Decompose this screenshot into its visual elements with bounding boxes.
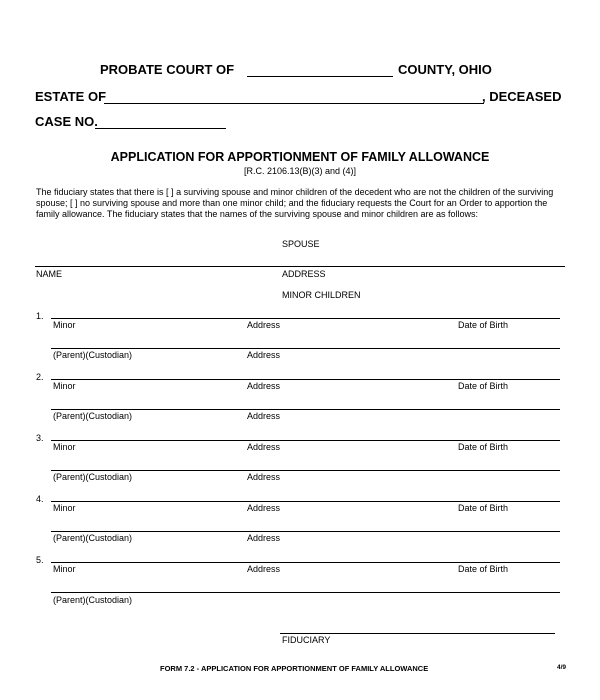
parent-address-label: Address	[247, 350, 281, 360]
estate-suffix: , DECEASED	[482, 89, 562, 104]
fiduciary-signature-line[interactable]	[280, 633, 555, 634]
county-field[interactable]	[247, 76, 393, 77]
minor-label: Minor	[53, 320, 76, 330]
address-label: Address	[247, 564, 281, 574]
form-title: APPLICATION FOR APPORTIONMENT OF FAMILY ALLOWANCE	[110, 150, 490, 164]
spouse-line[interactable]	[35, 266, 565, 267]
parent-label: (Parent)(Custodian)	[53, 411, 133, 421]
parent-label: (Parent)(Custodian)	[53, 472, 133, 482]
parent-line[interactable]	[51, 348, 560, 349]
parent-line[interactable]	[51, 592, 560, 593]
entry-number: 5.	[36, 555, 44, 565]
page-number: 4/9	[557, 664, 567, 671]
parent-address-label: Address	[247, 411, 281, 421]
entry-number: 4.	[36, 494, 44, 504]
date-of-birth-label: Date of Birth	[458, 381, 509, 391]
minor-label: Minor	[53, 564, 76, 574]
parent-label: (Parent)(Custodian)	[53, 350, 133, 360]
minor-label: Minor	[53, 381, 76, 391]
case-label: CASE NO.	[35, 114, 98, 129]
minor-children-heading: MINOR CHILDREN	[282, 290, 361, 300]
parent-label: (Parent)(Custodian)	[53, 595, 133, 605]
fiduciary-statement: The fiduciary states that there is [ ] a surviving spouse and minor children of the decedent who are not the children of the surviving spouse; [ ] no surviving spouse and more than one minor child; and the fiduciary requests the Court for an Order to apportion the family allowance. The fiduciary states that the names of the surviving spouse and minor children are as follows:	[36, 187, 554, 219]
court-prefix: PROBATE COURT OF	[100, 62, 235, 77]
address-label: Address	[247, 320, 281, 330]
estate-prefix: ESTATE OF	[35, 89, 107, 104]
fiduciary-label: FIDUCIARY	[282, 635, 331, 645]
address-label: Address	[247, 503, 281, 513]
parent-address-label: Address	[247, 472, 281, 482]
minor-line[interactable]	[51, 379, 560, 380]
parent-label: (Parent)(Custodian)	[53, 533, 133, 543]
entry-number: 3.	[36, 433, 44, 443]
spouse-heading: SPOUSE	[282, 239, 320, 249]
date-of-birth-label: Date of Birth	[458, 320, 509, 330]
spouse-name-label: NAME	[36, 269, 63, 279]
estate-field[interactable]	[104, 103, 484, 104]
date-of-birth-label: Date of Birth	[458, 564, 509, 574]
footer-form-title: FORM 7.2 - APPLICATION FOR APPORTIONMENT OF FAMILY ALLOWANCE	[160, 664, 429, 673]
form-citation: [R.C. 2106.13(B)(3) and (4)]	[243, 166, 357, 176]
spouse-address-label: ADDRESS	[282, 269, 326, 279]
parent-address-label: Address	[247, 533, 281, 543]
parent-line[interactable]	[51, 470, 560, 471]
parent-line[interactable]	[51, 531, 560, 532]
minor-line[interactable]	[51, 440, 560, 441]
minor-label: Minor	[53, 442, 76, 452]
entry-number: 1.	[36, 311, 44, 321]
minor-label: Minor	[53, 503, 76, 513]
court-suffix: COUNTY, OHIO	[398, 62, 492, 77]
date-of-birth-label: Date of Birth	[458, 442, 509, 452]
parent-line[interactable]	[51, 409, 560, 410]
address-label: Address	[247, 442, 281, 452]
address-label: Address	[247, 381, 281, 391]
minor-line[interactable]	[51, 501, 560, 502]
date-of-birth-label: Date of Birth	[458, 503, 509, 513]
case-number-field[interactable]	[95, 128, 226, 129]
minor-line[interactable]	[51, 562, 560, 563]
minor-line[interactable]	[51, 318, 560, 319]
entry-number: 2.	[36, 372, 44, 382]
